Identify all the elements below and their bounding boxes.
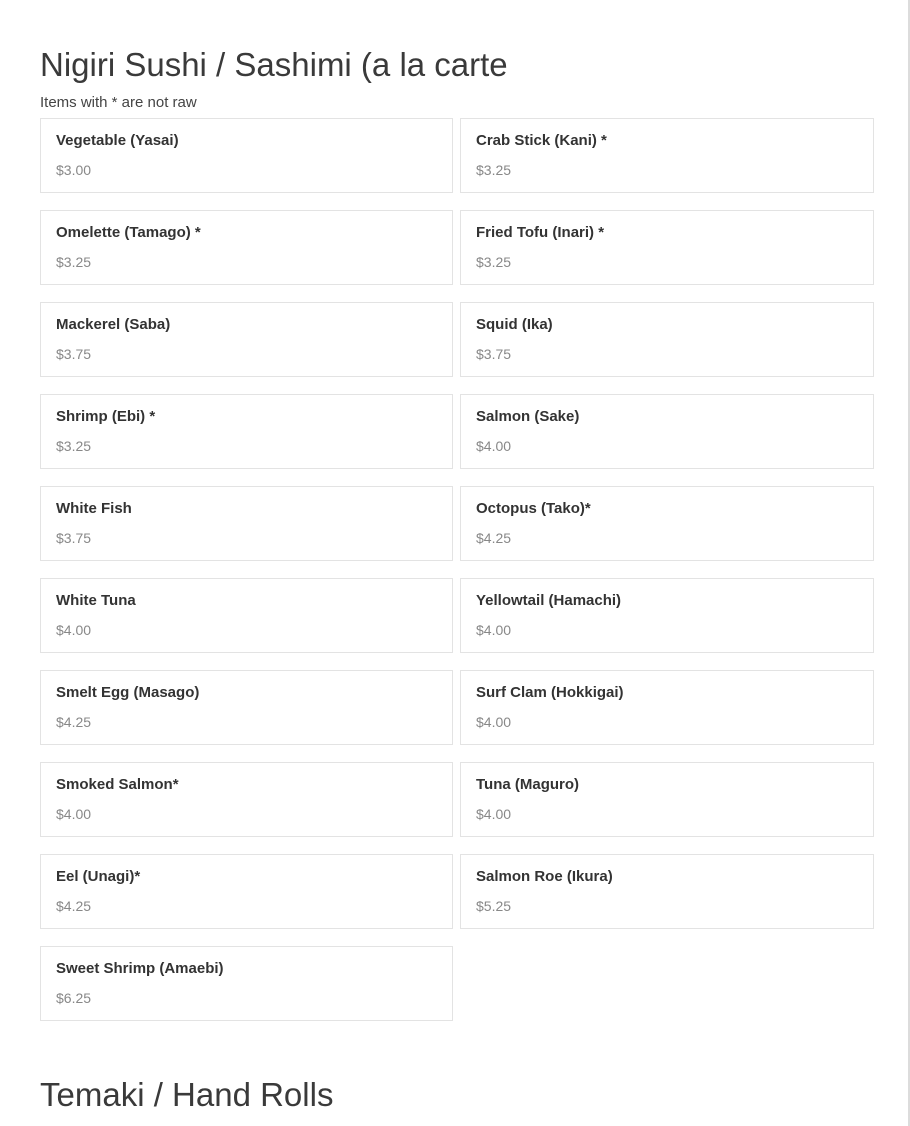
menu-item-card[interactable] [460,854,874,929]
menu-item-name: Sweet Shrimp (Amaebi) [56,960,224,977]
menu-item-price: $4.00 [476,622,512,638]
menu-item-name: Smelt Egg (Masago) [56,684,200,701]
menu-item-name: Tuna (Maguro) [476,776,580,793]
menu-section-temaki [40,1074,874,1116]
menu-item-card[interactable] [460,118,874,193]
section-note: Items with * are not raw [40,94,197,111]
menu-section-nigiri [40,44,874,1021]
menu-item-price: $3.25 [56,438,92,454]
menu-item-card[interactable] [40,394,453,469]
menu-item-card[interactable] [460,302,874,377]
menu-item-name: Yellowtail (Hamachi) [476,592,622,609]
menu-item-card[interactable] [40,210,453,285]
menu-item-name: Salmon (Sake) [476,408,580,425]
menu-item-price: $3.25 [476,254,512,270]
menu-item-card[interactable] [460,670,874,745]
menu-item-name: White Tuna [56,592,136,609]
section-title: Temaki / Hand Rolls [40,1076,334,1113]
menu-item-price: $4.00 [56,806,92,822]
menu-item-name: Mackerel (Saba) [56,316,171,333]
menu-item-price: $4.00 [476,438,512,454]
menu-item-name: Squid (Ika) [476,316,553,333]
menu-item-name: Crab Stick (Kani) * [476,132,607,149]
menu-item-price: $4.25 [476,530,512,546]
menu-item-name: Salmon Roe (Ikura) [476,868,613,885]
menu-item-price: $4.25 [56,714,92,730]
menu-item-card[interactable] [40,670,453,745]
menu-item-price: $6.25 [56,990,92,1006]
menu-item-card[interactable] [40,946,453,1021]
menu-items-grid [40,118,874,1021]
menu-item-price: $3.75 [476,346,512,362]
menu-item-card[interactable] [460,578,874,653]
menu-item-card[interactable] [40,854,453,929]
menu-item-price: $4.00 [56,622,92,638]
menu-item-name: Eel (Unagi)* [56,868,141,885]
menu-item-card[interactable] [40,302,453,377]
menu-item-price: $5.25 [476,898,512,914]
menu-item-name: Smoked Salmon* [56,776,179,793]
menu-item-card[interactable] [40,118,453,193]
menu-item-card[interactable] [460,394,874,469]
menu-item-name: Octopus (Tako)* [476,500,591,517]
menu-item-name: White Fish [56,500,132,517]
menu-item-price: $4.00 [476,714,512,730]
menu-item-card[interactable] [40,486,453,561]
menu-item-price: $3.00 [56,162,92,178]
menu-item-name: Omelette (Tamago) * [56,224,201,241]
menu-item-name: Vegetable (Yasai) [56,132,179,149]
menu-item-price: $3.25 [56,254,92,270]
menu-item-card[interactable] [40,762,453,837]
menu-item-card[interactable] [40,578,453,653]
menu-item-price: $3.75 [56,530,92,546]
menu-item-price: $3.25 [476,162,512,178]
menu-item-card[interactable] [460,762,874,837]
menu-item-name: Fried Tofu (Inari) * [476,224,605,241]
menu-item-name: Surf Clam (Hokkigai) [476,684,624,701]
menu-item-price: $4.00 [476,806,512,822]
section-title: Nigiri Sushi / Sashimi (a la carte [40,46,508,83]
menu-item-card[interactable] [460,210,874,285]
menu-item-card[interactable] [460,486,874,561]
menu-item-name: Shrimp (Ebi) * [56,408,156,425]
menu-item-price: $4.25 [56,898,92,914]
menu-item-price: $3.75 [56,346,92,362]
